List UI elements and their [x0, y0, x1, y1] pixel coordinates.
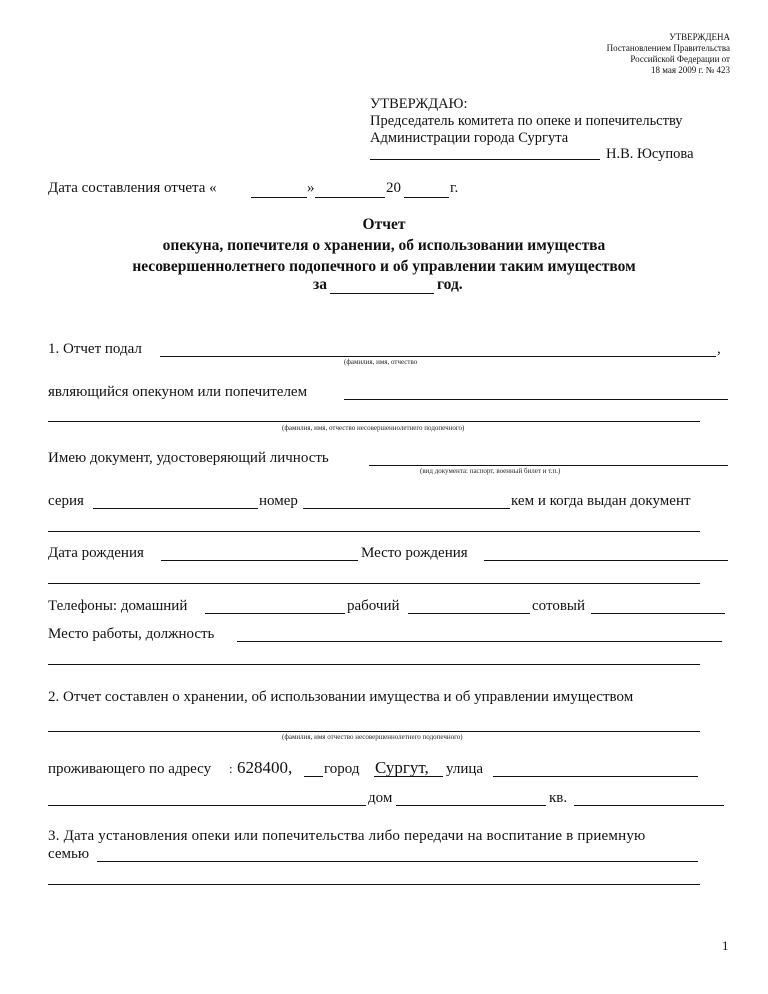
date-day-field[interactable]	[251, 197, 307, 198]
street-field-2[interactable]	[48, 805, 366, 806]
reporter-name-field[interactable]	[160, 356, 716, 357]
postcode-underline[interactable]	[304, 776, 323, 777]
address-colon: :	[229, 761, 233, 776]
section2-ward-caption: (фамилия, имя отчество несовершеннолетнего подопечного)	[282, 733, 463, 741]
series-label: серия	[48, 493, 84, 509]
flat-field[interactable]	[574, 805, 724, 806]
report-year-prefix: за	[313, 276, 327, 293]
approval-signer: Н.В. Юсупова	[606, 146, 694, 162]
number-label: номер	[259, 493, 298, 509]
approval-title: УТВЕРЖДАЮ:	[370, 96, 468, 112]
city-underline[interactable]	[374, 776, 443, 777]
stamp-line-3: Российской Федерации от	[630, 54, 730, 64]
home-phone-field[interactable]	[205, 613, 345, 614]
stamp-line-2: Постановлением Правительства	[606, 43, 730, 53]
date-year-field[interactable]	[404, 197, 449, 198]
house-label: дом	[368, 790, 393, 806]
guardian-label: являющийся опекуном или попечителем	[48, 384, 308, 400]
id-caption: (вид документа: паспорт, военный билет и т.п.)	[420, 467, 561, 475]
work-phone-field[interactable]	[408, 613, 530, 614]
street-field[interactable]	[493, 776, 698, 777]
page-number: 1	[722, 938, 729, 953]
job-field-2[interactable]	[48, 664, 700, 665]
guardianship-date-field-2[interactable]	[48, 884, 700, 885]
birth-place-field-2[interactable]	[48, 583, 700, 584]
issued-field[interactable]	[48, 531, 700, 532]
address-label: проживающего по адресу	[48, 761, 212, 777]
reporter-label: 1. Отчет подал	[48, 341, 142, 357]
job-field[interactable]	[237, 641, 722, 642]
address-postcode: 628400,	[237, 758, 293, 777]
id-document-field[interactable]	[369, 465, 728, 466]
job-label: Место работы, должность	[48, 626, 215, 642]
ward-name-field[interactable]	[48, 421, 700, 422]
reporter-comma: ,	[717, 341, 721, 357]
report-subtitle-2: несовершеннолетнего подопечного и об управлении таким имуществом	[132, 258, 636, 275]
mobile-phone-field[interactable]	[591, 613, 725, 614]
date-month-field[interactable]	[315, 197, 385, 198]
section2-heading: 2. Отчет составлен о хранении, об использовании имущества и об управлении имуществом	[48, 689, 634, 705]
guardianship-date-field[interactable]	[97, 861, 698, 862]
date-quote-close: »	[307, 180, 315, 196]
city-value: Сургут,	[375, 758, 429, 777]
work-phone-label: рабочий	[347, 598, 400, 614]
issued-label: кем и когда выдан документ	[511, 493, 691, 509]
report-title: Отчет	[362, 216, 406, 233]
city-label: город	[324, 761, 360, 777]
number-field[interactable]	[303, 508, 510, 509]
report-year-suffix: год.	[437, 276, 463, 293]
stamp-line-4: 18 мая 2009 г. № 423	[650, 65, 730, 75]
flat-label: кв.	[549, 790, 568, 806]
date-label: Дата составления отчета «	[48, 180, 217, 196]
phones-label: Телефоны: домашний	[48, 598, 188, 614]
date-year-prefix: 20	[386, 180, 401, 196]
mobile-label: сотовый	[532, 598, 586, 614]
section3-line-1: 3. Дата установления опеки или попечительства либо передачи на воспитание в приемную	[48, 828, 646, 844]
birth-date-label: Дата рождения	[48, 545, 144, 561]
guardian-field[interactable]	[344, 399, 728, 400]
id-label: Имею документ, удостоверяющий личность	[48, 450, 329, 466]
approval-line-1: Председатель комитета по опеке и попечительству	[370, 113, 683, 129]
date-year-suffix: г.	[450, 180, 459, 196]
signature-line[interactable]	[370, 159, 600, 160]
stamp-line-1: УТВЕРЖДЕНА	[669, 32, 730, 42]
birth-place-label: Место рождения	[361, 545, 468, 561]
reporter-caption: (фамилия, имя, отчество	[344, 358, 418, 366]
series-field[interactable]	[93, 508, 258, 509]
report-subtitle-1: опекуна, попечителя о хранении, об использовании имущества	[162, 237, 606, 254]
birth-place-field[interactable]	[484, 560, 728, 561]
approval-line-2: Администрации города Сургута	[370, 130, 569, 146]
section3-line-2: семью	[48, 846, 90, 862]
section2-ward-field[interactable]	[48, 731, 700, 732]
ward-caption: (фамилия, имя, отчество несовершеннолетнего подопечного)	[282, 424, 465, 432]
birth-date-field[interactable]	[161, 560, 358, 561]
report-year-field[interactable]	[330, 293, 434, 294]
street-label: улица	[446, 761, 484, 777]
house-field[interactable]	[396, 805, 546, 806]
